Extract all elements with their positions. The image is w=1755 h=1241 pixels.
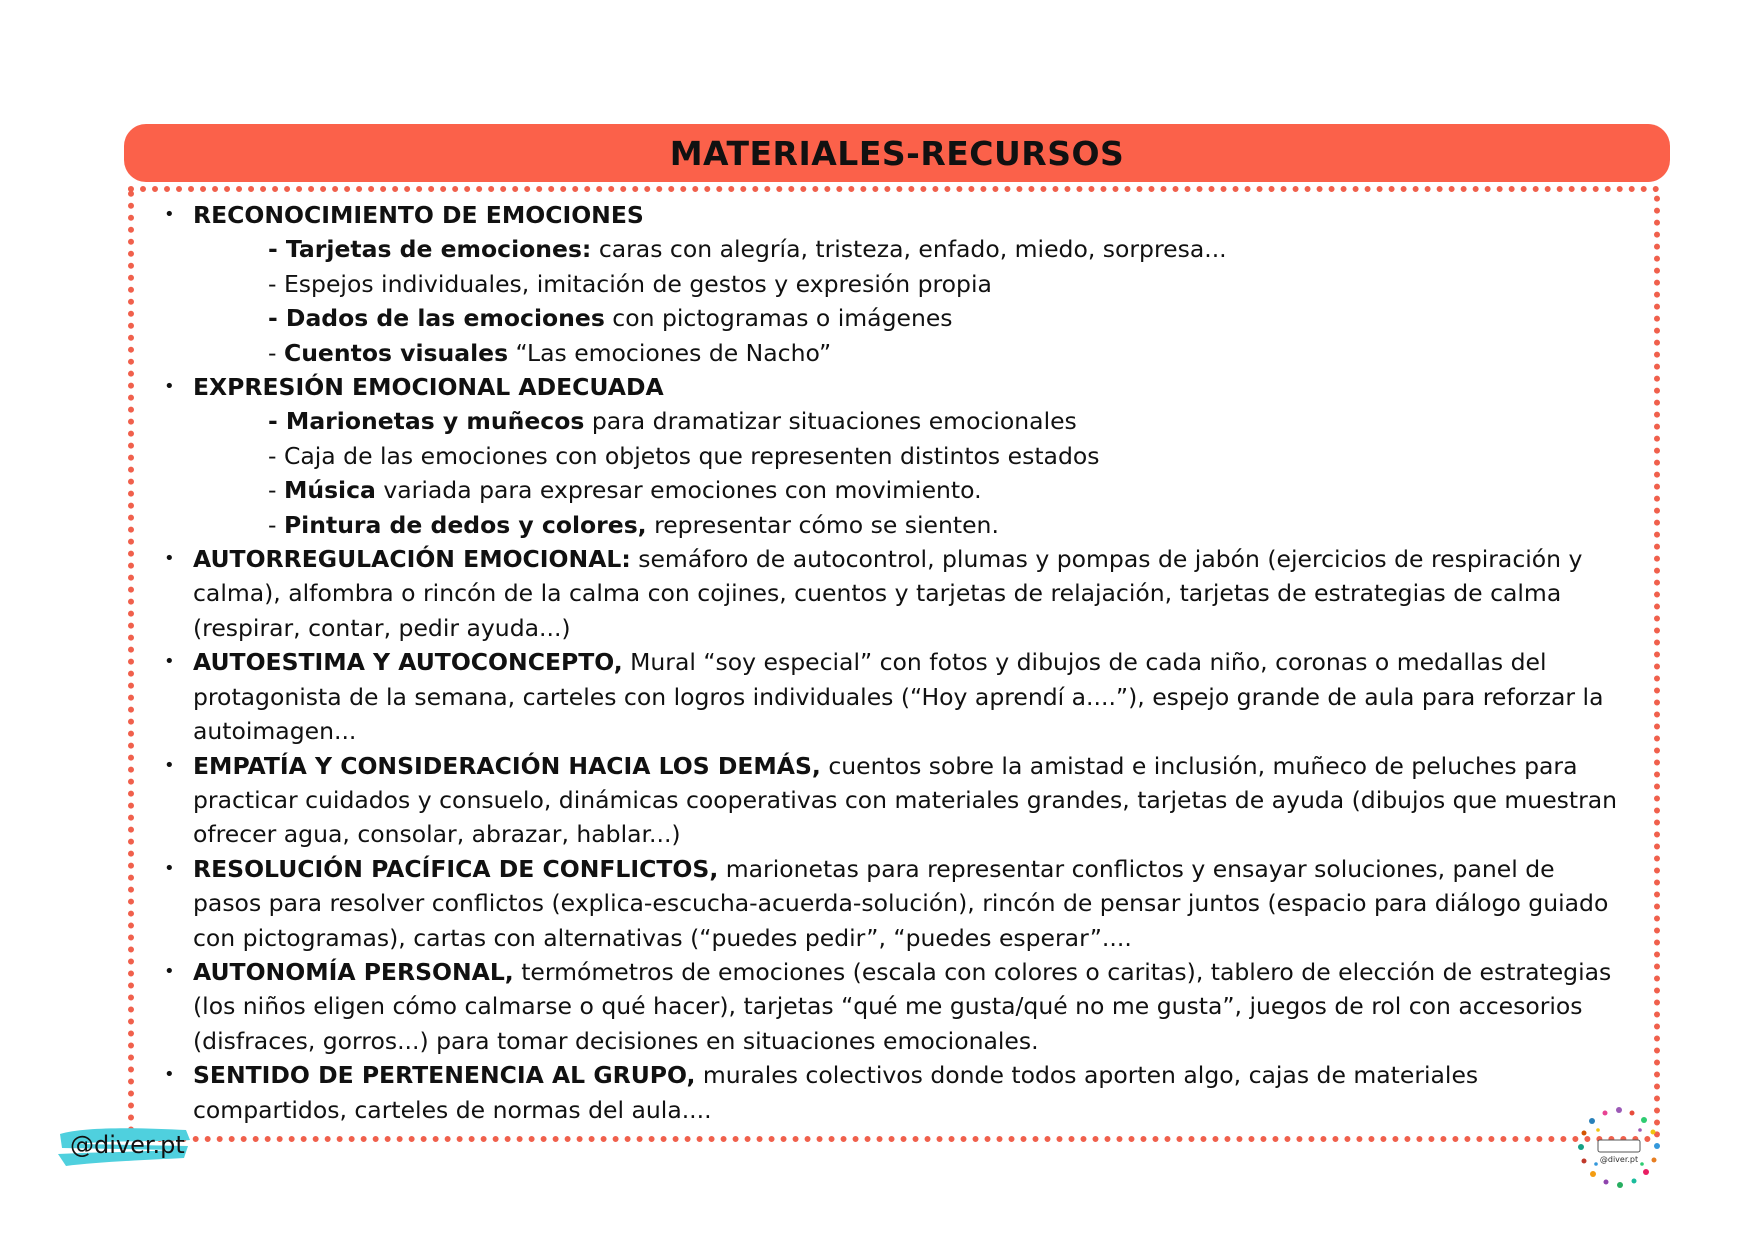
list-item-autorregulacion xyxy=(160,542,1630,645)
sub-item xyxy=(160,473,1630,507)
list-item-expresion xyxy=(160,370,1630,404)
brand-handle: @diver.pt xyxy=(70,1131,185,1159)
section-title: SENTIDO DE PERTENENCIA AL GRUPO, xyxy=(193,1061,696,1090)
sub-item-text: - Caja de las emociones con objetos que representen distintos estados xyxy=(268,441,1100,470)
logo-text: @diver.pt xyxy=(1599,1155,1639,1164)
section-text: murales colectivos donde todos aporten algo, cajas de materiales compartidos, carteles de normas del aula.... xyxy=(193,1061,1479,1124)
section-text: termómetros de emociones (escala con colores o caritas), tablero de elección de estrategias (los niños eligen cómo calmarse o qué hacer), tarjetas “qué me gusta/qué no me gusta”, juegos de rol con accesorios (disfraces, gorros...) para tomar decisiones en situaciones emocionales. xyxy=(193,957,1612,1055)
sub-item-text: - Espejos individuales, imitación de gestos y expresión propia xyxy=(268,269,992,298)
section-title: RECONOCIMIENTO DE EMOCIONES xyxy=(193,201,644,229)
resources-list xyxy=(160,198,1630,1127)
sub-item-text: para dramatizar situaciones emocionales xyxy=(584,407,1077,436)
list-item-empatia xyxy=(160,749,1630,852)
sub-item-bold: Cuentos visuales xyxy=(283,338,509,367)
sub-item-text: “Las emociones de Nacho” xyxy=(508,338,832,367)
section-title: AUTORREGULACIÓN EMOCIONAL: xyxy=(193,545,631,574)
sub-item xyxy=(160,267,1630,301)
sub-item-bold: - Marionetas y muñecos xyxy=(268,407,585,436)
title-banner xyxy=(124,124,1670,182)
sub-item-bold: - Dados de las emociones xyxy=(268,304,605,333)
sub-item-bold: - Tarjetas de emociones: xyxy=(268,235,592,264)
section-text: semáforo de autocontrol, plumas y pompas de jabón (ejercicios de respiración y calma), alfombra o rincón de la calma con cojines, cuentos y tarjetas de relajación, tarjetas de estrategias de calma (respirar, contar, pedir ayuda...) xyxy=(193,545,1583,642)
list-item-pertenencia xyxy=(160,1058,1630,1127)
sub-item xyxy=(160,439,1630,473)
sub-item-dash: - xyxy=(268,510,284,539)
sub-item xyxy=(160,404,1630,438)
section-title: EXPRESIÓN EMOCIONAL ADECUADA xyxy=(193,373,664,402)
list-item-autonomia xyxy=(160,955,1630,1058)
sub-item-bold: Música xyxy=(283,476,376,505)
sub-item xyxy=(160,301,1630,335)
section-title: AUTOESTIMA Y AUTOCONCEPTO, xyxy=(193,648,623,677)
sub-item-text: con pictogramas o imágenes xyxy=(604,304,953,333)
sub-item-text: variada para expresar emociones con movimiento. xyxy=(375,476,982,505)
list-item-resolucion xyxy=(160,852,1630,955)
sub-item xyxy=(160,232,1630,266)
section-title: AUTONOMÍA PERSONAL, xyxy=(193,957,514,986)
section-text: cuentos sobre la amistad e inclusión, muñeco de peluches para practicar cuidados y consuelo, dinámicas cooperativas con materiales grandes, tarjetas de ayuda (dibujos que muestran ofrecer agua, consolar, abrazar, hablar...) xyxy=(193,751,1618,849)
sub-item xyxy=(160,336,1630,370)
brand-logo-icon xyxy=(1574,1102,1664,1192)
section-text: marionetas para representar conflictos y ensayar soluciones, panel de pasos para resolver conflictos (explica-escucha-acuerda-solución), rincón de pensar juntos (espacio para diálogo guiado con pictogramas), cartas con alternativas (“puedes pedir”, “puedes esperar”.... xyxy=(193,854,1609,952)
section-title: EMPATÍA Y CONSIDERACIÓN HACIA LOS DEMÁS, xyxy=(193,751,821,780)
section-title: RESOLUCIÓN PACÍFICA DE CONFLICTOS, xyxy=(193,854,719,883)
sub-item-dash: - xyxy=(268,476,284,505)
sub-item xyxy=(160,508,1630,542)
sub-item-text: caras con alegría, tristeza, enfado, miedo, sorpresa... xyxy=(591,235,1227,264)
sub-item-bold: Pintura de dedos y colores, xyxy=(283,510,647,539)
page-title: MATERIALES-RECURSOS xyxy=(669,133,1125,173)
sub-item-dash: - xyxy=(268,338,284,367)
section-text: Mural “soy especial” con fotos y dibujos de cada niño, coronas o medallas del protagonista de la semana, carteles con logros individuales (“Hoy aprendí a....”), espejo grande de aula para reforzar la autoimagen... xyxy=(193,648,1604,746)
sub-item-text: representar cómo se sienten. xyxy=(646,510,999,539)
list-item-autoestima xyxy=(160,645,1630,748)
list-item-reconocimiento xyxy=(160,198,1630,232)
